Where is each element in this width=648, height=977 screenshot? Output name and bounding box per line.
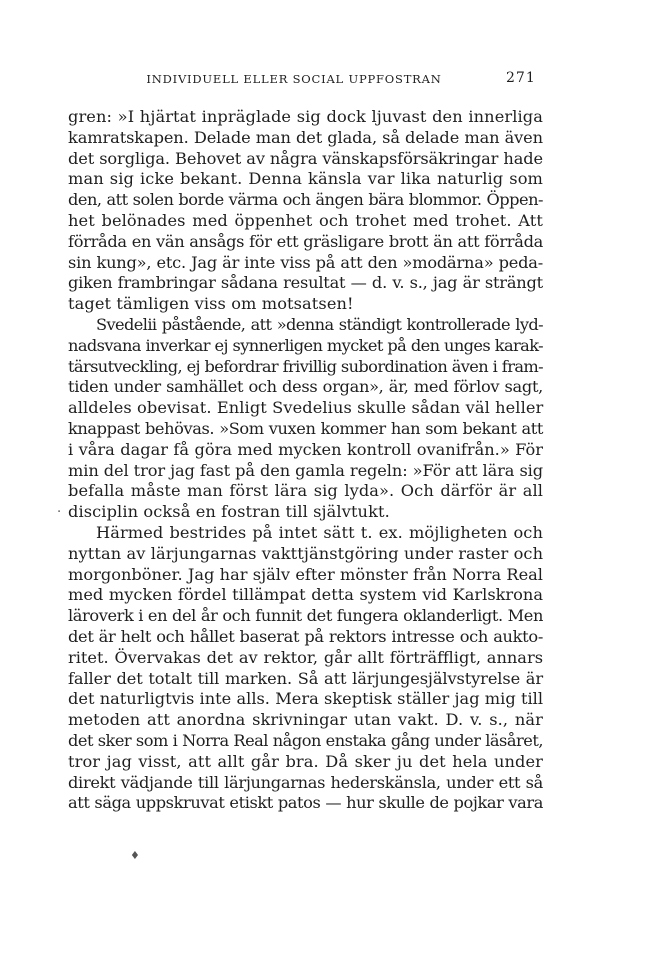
paragraph: [68, 315, 543, 523]
text-line: taget tämligen viss om motsatsen!: [68, 294, 354, 314]
text-line: förråda en vän ansågs för ett gräsligare brott än att förråda: [68, 231, 543, 251]
text-line: ritet. Övervakas det av rektor, går allt förträffligt, annars: [68, 647, 543, 667]
text-line: det är helt och hållet baserat på rektors intresse och aukto-: [68, 626, 543, 646]
text-line: giken frambringar sådana resultat — d. v. s., jag är strängt: [68, 273, 543, 293]
text-line: tärsutveckling, ej befordrar frivillig subordination även i fram-: [68, 356, 543, 376]
text-line: befalla måste man först lära sig lyda». Och därför är all: [68, 481, 543, 501]
text-line: Härmed bestrides på intet sätt t. ex. möjligheten och: [96, 522, 543, 542]
margin-speck: ♦: [130, 849, 140, 862]
text-line: het belönades med öppenhet och trohet med trohet. Att: [68, 210, 543, 230]
text-line: det naturligtvis inte alls. Mera skeptisk ställer jag mig till: [68, 689, 543, 709]
text-line: morgonböner. Jag har själv efter mönster från Norra Real: [68, 564, 543, 584]
text-line: direkt vädjande till lärjungarnas hederskänsla, under ett så: [68, 772, 543, 792]
paragraph: [68, 523, 543, 814]
text-line: i våra dagar få göra med mycken kontroll ovanifrån.» För: [68, 439, 543, 459]
text-line: min del tror jag fast på den gamla regeln: »För att lära sig: [68, 460, 543, 480]
text-line: med mycken fördel tillämpat detta system vid Karlskrona: [68, 585, 543, 605]
text-line: läroverk i en del år och funnit det fungera oklanderligt. Men: [68, 606, 543, 626]
text-line: man sig icke bekant. Denna känsla var lika naturlig som: [68, 169, 543, 189]
text-line: disciplin också en fostran till självtukt.: [68, 502, 390, 522]
running-head: [0, 71, 648, 87]
text-line: tror jag visst, att allt går bra. Då sker ju det hela under: [68, 751, 543, 771]
text-line: den, att solen borde värma och ängen bära blommor. Öppen-: [68, 190, 543, 210]
text-line: Svedelii påstående, att »denna ständigt kontrollerade lyd-: [96, 314, 543, 334]
margin-dot: .: [57, 501, 62, 516]
text-line: faller det totalt till marken. Så att lärjungesjälvstyrelse är: [68, 668, 543, 688]
text-line: metoden att anordna skrivningar utan vakt. D. v. s., när: [68, 710, 543, 730]
text-line: alldeles obevisat. Enligt Svedelius skulle sådan väl heller: [68, 398, 544, 418]
text-line: nyttan av lärjungarnas vakttjänstgöring under raster och: [68, 543, 544, 563]
text-line: gren: »I hjärtat inpräglade sig dock ljuvast den innerliga: [68, 107, 543, 126]
page-number: 271: [506, 70, 536, 86]
text-line: sin kung», etc. Jag är inte viss på att den »modärna» peda-: [68, 252, 543, 272]
text-line: nadsvana inverkar ej synnerligen mycket på den unges karak-: [68, 335, 543, 355]
text-line: knappast behövas. »Som vuxen kommer han som bekant att: [68, 418, 543, 438]
text-line: tiden under samhället och dess organ», är, med förlov sagt,: [68, 377, 543, 397]
text-line: det sorgliga. Behovet av några vänskapsförsäkringar hade: [68, 148, 543, 168]
text-line: det sker som i Norra Real någon enstaka gång under läsåret,: [68, 730, 543, 750]
text-line: kamratskapen. Delade man det glada, så delade man även: [68, 127, 543, 147]
body-text: [68, 107, 543, 814]
text-line: att säga uppskruvat etiskt patos — hur skulle de pojkar vara: [68, 793, 543, 813]
paragraph: [68, 107, 543, 315]
running-title: INDIVIDUELL ELLER SOCIAL UPPFOSTRAN: [146, 72, 442, 86]
